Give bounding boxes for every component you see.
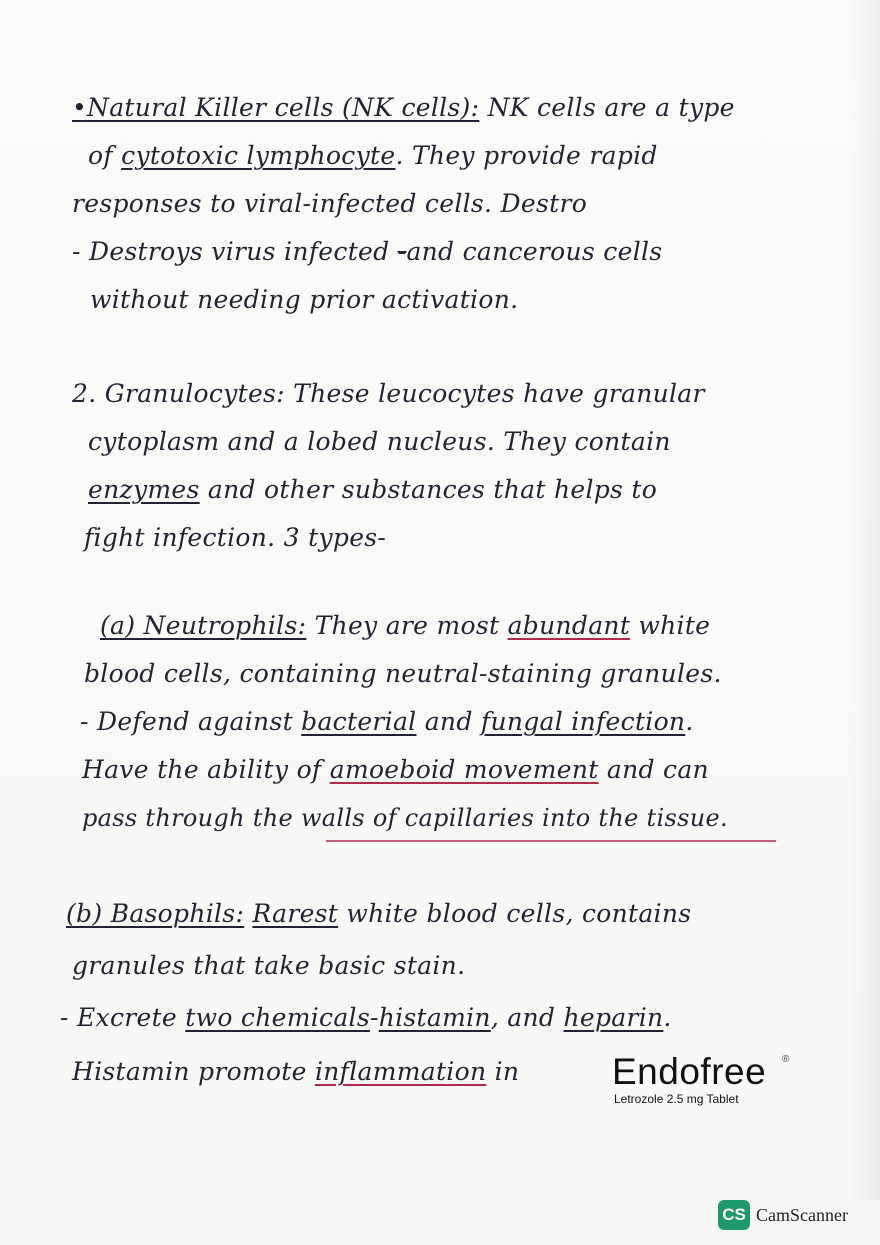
heparin-term: heparin bbox=[563, 1003, 664, 1032]
neutrophils-heading: (a) Neutrophils: bbox=[100, 611, 307, 640]
baso-line-2: granules that take basic stain. bbox=[72, 951, 466, 980]
cytotoxic-lymphocyte-term: cytotoxic lymphocyte bbox=[121, 141, 396, 170]
gran-line-3: enzymes and other substances that helps to bbox=[88, 475, 658, 504]
baso-line-1: (b) Basophils: Rarest white blood cells, contains bbox=[66, 899, 692, 928]
bacterial-term: bacterial bbox=[301, 707, 417, 736]
basophils-heading: (b) Basophils: bbox=[66, 899, 245, 928]
inflammation-term: inflammation bbox=[314, 1057, 487, 1086]
rarest-term: Rarest bbox=[252, 899, 339, 928]
two-chemicals-term: two chemicals bbox=[185, 1003, 370, 1032]
baso-line-4: Histamin promote inflammation in bbox=[72, 1057, 520, 1086]
abundant-term: abundant bbox=[507, 611, 631, 640]
nk-line-4: - Destroys virus infected -and cancerous cells bbox=[72, 237, 663, 266]
brand-name: Endofree bbox=[612, 1051, 767, 1092]
nk-line-5: without needing prior activation. bbox=[90, 285, 519, 314]
gran-line-4: fight infection. 3 types- bbox=[84, 523, 387, 552]
neut-line-1: (a) Neutrophils: They are most abundant white bbox=[72, 610, 862, 642]
camscanner-label: CamScanner bbox=[756, 1204, 848, 1225]
neut-line-4: Have the ability of amoeboid movement and can bbox=[82, 755, 709, 784]
camscanner-badge bbox=[718, 1200, 848, 1230]
gran-line-1: 2. Granulocytes: These leucocytes have granular bbox=[72, 379, 705, 408]
nk-line-3: responses to viral-infected cells. Destro bbox=[72, 189, 588, 218]
amoeboid-movement-term: amoeboid movement bbox=[329, 755, 599, 784]
neut-line-2: blood cells, containing neutral-staining granules. bbox=[84, 659, 722, 688]
neut-line-5: pass through the walls of capillaries into the tissue. bbox=[82, 804, 728, 832]
page-edge-shadow bbox=[850, 0, 880, 1200]
baso-line-3: - Excrete two chemicals-histamin, and heparin. bbox=[60, 1003, 672, 1032]
tissue-underline bbox=[326, 840, 776, 842]
granulocytes-heading: 2. Granulocytes: bbox=[72, 379, 285, 408]
gran-line-2: cytoplasm and a lobed nucleus. They contain bbox=[88, 427, 671, 456]
camscanner-logo-icon: CS bbox=[718, 1200, 750, 1230]
nk-line-2: of cytotoxic lymphocyte. They provide rapid bbox=[88, 141, 658, 170]
nk-heading: Natural Killer cells (NK cells): bbox=[87, 93, 480, 122]
fungal-infection-term: fungal infection bbox=[480, 707, 686, 736]
brand-subtitle: Letrozole 2.5 mg Tablet bbox=[614, 1092, 739, 1106]
neut-line-3: - Defend against bacterial and fungal infection. bbox=[80, 707, 694, 736]
registered-mark: ® bbox=[782, 1054, 790, 1065]
endofree-watermark bbox=[612, 1052, 802, 1106]
histamin-term: histamin bbox=[378, 1003, 491, 1032]
enzymes-term: enzymes bbox=[88, 475, 200, 504]
nk-line-1: •Natural Killer cells (NK cells): NK cells are a type bbox=[72, 93, 735, 122]
